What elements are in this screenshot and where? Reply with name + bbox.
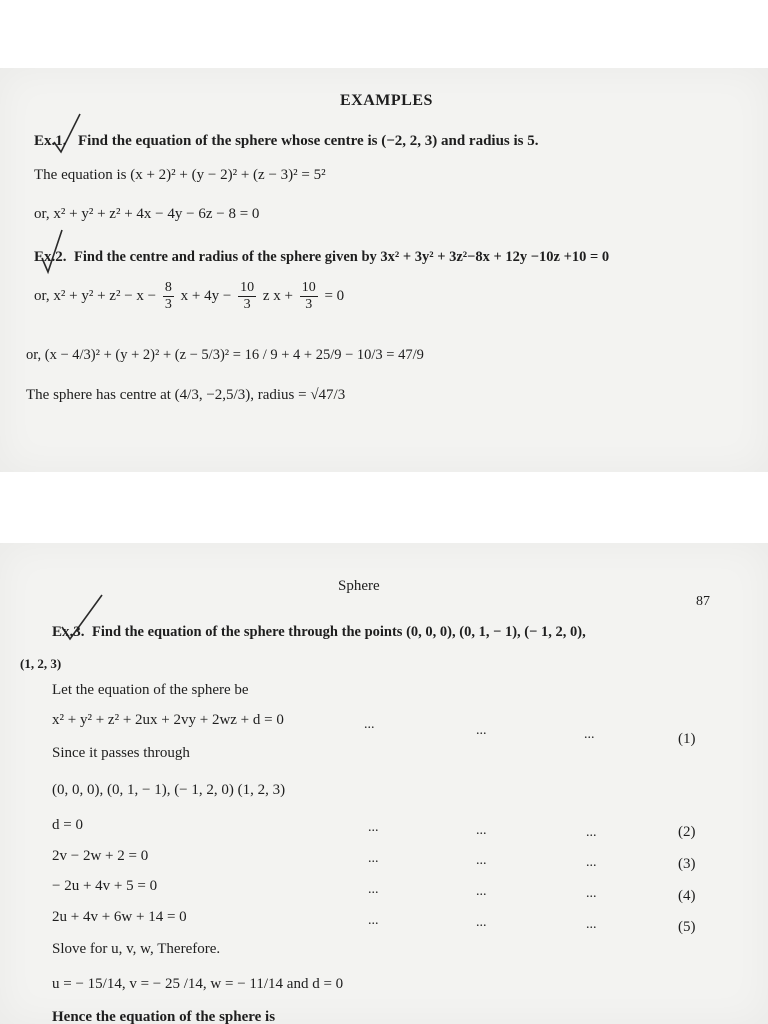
ex2-line1-mid2: z x + — [262, 288, 293, 304]
running-head: Sphere — [338, 578, 380, 594]
equation-number: (2) — [678, 824, 696, 840]
ex3-solution: u = − 15/14, v = − 25 /14, w = − 11/14 and d = 0 — [52, 976, 344, 992]
leader-dots: ... — [476, 723, 487, 738]
ex3-points: (0, 0, 0), (0, 1, − 1), (− 1, 2, 0) (1, 2, 3) — [52, 782, 286, 798]
ex1-line2: or, x² + y² + z² + 4x − 4y − 6z − 8 = 0 — [34, 206, 260, 222]
ex2-line1-end: = 0 — [324, 288, 345, 304]
leader-dots: ... — [368, 820, 379, 835]
leader-dots: ... — [476, 915, 487, 930]
leader-dots: ... — [368, 882, 379, 897]
page-number: 87 — [696, 594, 710, 609]
ex3-eq-4: − 2u + 4v + 5 = 0 — [52, 878, 158, 894]
ex3-line-passes: Since it passes through — [52, 745, 190, 761]
ex3-eq-5: 2u + 4v + 6w + 14 = 0 — [52, 909, 187, 925]
ex1-label: Ex.1. — [34, 133, 67, 149]
leader-dots: ... — [476, 853, 487, 868]
equation-number: (4) — [678, 888, 696, 904]
ex1-line1: The equation is (x + 2)² + (y − 2)² + (z − 3)² = 5² — [34, 167, 326, 183]
ex3-question: Find the equation of the sphere through the points (0, 0, 0), (0, 1, − 1), (− 1, 2, 0), — [92, 624, 586, 640]
leader-dots: ... — [586, 886, 597, 901]
equation-number: (1) — [678, 731, 696, 747]
equation-number: (3) — [678, 856, 696, 872]
ex2-label: Ex.2. — [34, 249, 67, 265]
leader-dots: ... — [368, 913, 379, 928]
ex2-question: Find the centre and radius of the sphere given by 3x² + 3y² + 3z²−8x + 12y −10z +10 = 0 — [74, 249, 610, 265]
leader-dots: ... — [584, 727, 595, 742]
equation-number: (5) — [678, 919, 696, 935]
ex2-line1-lead: or, x² + y² + z² − x − — [34, 288, 157, 304]
ex3-question-cont: (1, 2, 3) — [20, 656, 62, 671]
page-upper — [0, 68, 768, 472]
page-lower — [0, 543, 768, 1024]
ex3-line-intro: Let the equation of the sphere be — [52, 682, 249, 698]
ex3-conclusion: Hence the equation of the sphere is — [52, 1009, 276, 1024]
fraction-10-3-b: $\frac{10}{3}$ — [301, 280, 316, 313]
ex3-label: Ex.3. — [52, 624, 85, 640]
leader-dots: ... — [586, 825, 597, 840]
ex3-eq-3: 2v − 2w + 2 = 0 — [52, 848, 149, 864]
ex3-eq-d: d = 0 — [52, 817, 83, 833]
section-heading: EXAMPLES — [340, 92, 433, 109]
ex3-solve-line: Slove for u, v, w, Therefore. — [52, 941, 221, 957]
leader-dots: ... — [364, 717, 375, 732]
leader-dots: ... — [368, 851, 379, 866]
fraction-8-3: $\frac{8}{3}$ — [164, 280, 172, 313]
leader-dots: ... — [586, 917, 597, 932]
ex3-general-equation: x² + y² + z² + 2ux + 2vy + 2wz + d = 0 — [52, 712, 284, 728]
ex2-line1-mid1: x + 4y − — [180, 288, 232, 304]
ex1-question: Find the equation of the sphere whose centre is (−2, 2, 3) and radius is 5. — [78, 133, 539, 149]
ex2-line3: The sphere has centre at (4/3, −2,5/3), radius = √47/3 — [26, 387, 346, 403]
leader-dots: ... — [476, 884, 487, 899]
ex2-line1 — [34, 276, 344, 316]
leader-dots: ... — [476, 823, 487, 838]
fraction-10-3-a: $\frac{10}{3}$ — [240, 280, 255, 313]
leader-dots: ... — [586, 855, 597, 870]
ex2-line2: or, (x − 4/3)² + (y + 2)² + (z − 5/3)² = 16 / 9 + 4 + 25/9 − 10/3 = 47/9 — [26, 347, 424, 363]
